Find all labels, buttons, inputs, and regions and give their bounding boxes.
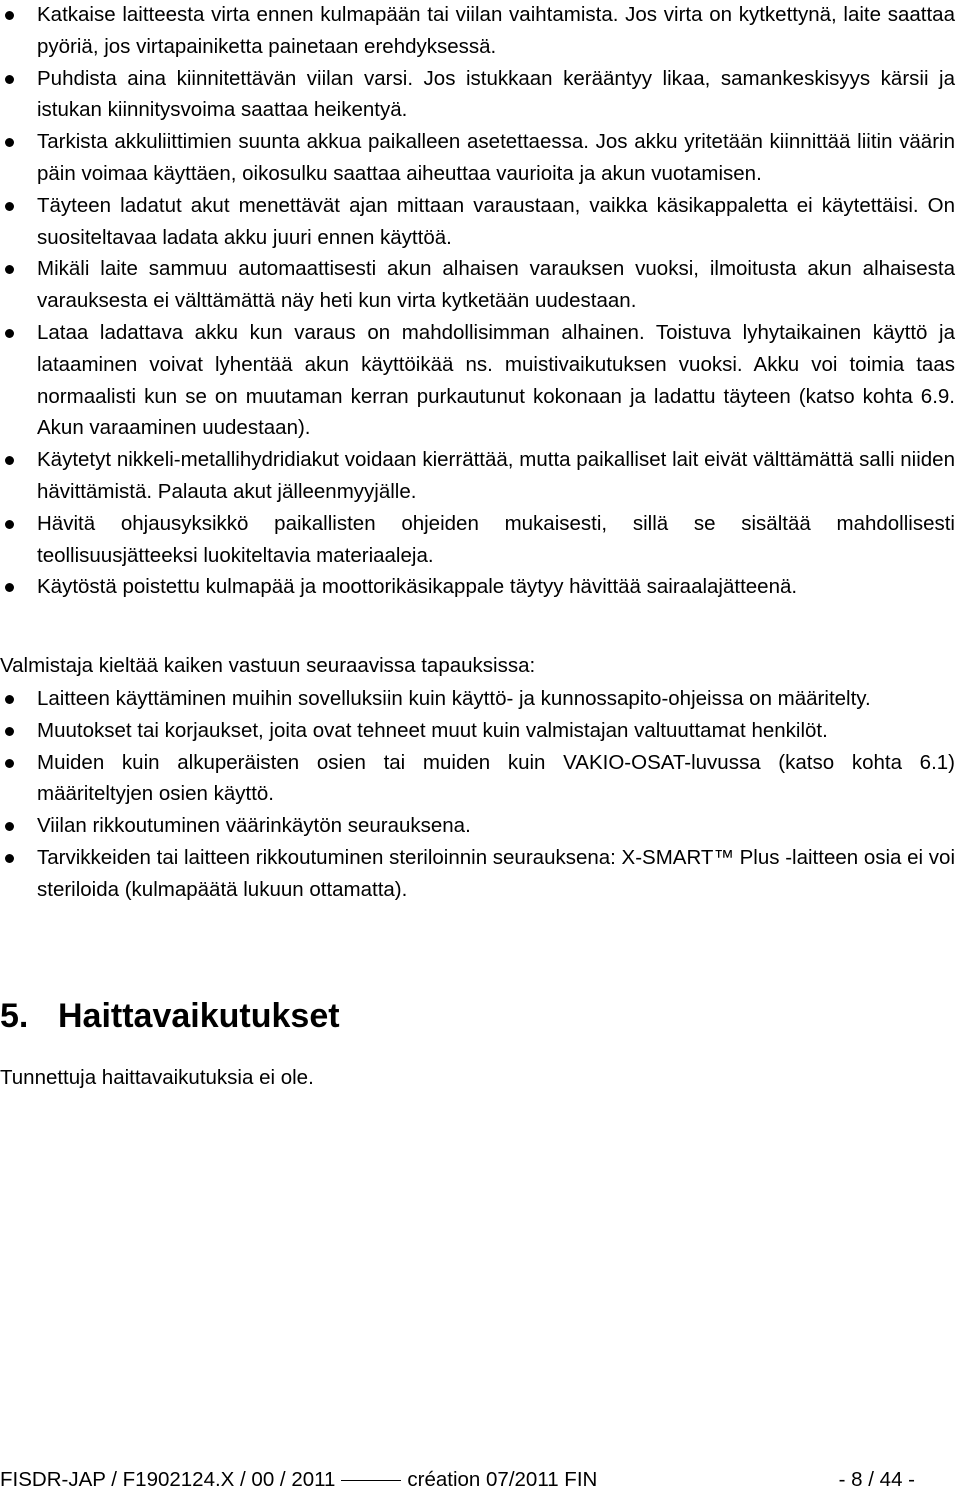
- bullet-icon: [5, 265, 14, 274]
- bullet-icon: [5, 11, 14, 20]
- bullet-icon: [5, 727, 14, 736]
- footer-rule: [341, 1480, 401, 1481]
- list-item: [0, 190, 955, 254]
- warnings-list: [0, 0, 955, 603]
- section-text: Tunnettuja haittavaikutuksia ei ole.: [0, 1066, 314, 1089]
- list-item: [0, 63, 955, 127]
- list-item: [0, 508, 955, 572]
- list-item-text: Tarkista akkuliittimien suunta akkua paikalleen asetettaessa. Jos akku yritetään kiinnittää liitin väärin päin voimaa käyttäen, oikosulku saattaa aiheuttaa vaurioita ja akun vuotamisen.: [37, 130, 955, 185]
- section-number: 5.: [0, 997, 29, 1035]
- bullet-icon: [5, 138, 14, 147]
- bullet-icon: [5, 520, 14, 529]
- bullet-icon: [5, 202, 14, 211]
- list-item-text: Muutokset tai korjaukset, joita ovat tehneet muut kuin valmistajan valtuuttamat henkilöt.: [37, 718, 828, 742]
- list-item: [0, 444, 955, 508]
- list-item: [0, 747, 955, 811]
- page-number: - 8 / 44 -: [838, 1468, 915, 1491]
- list-item: [0, 0, 955, 63]
- list-item-text: Käytöstä poistettu kulmapää ja moottorikäsikappale täytyy hävittää sairaalajätteenä.: [37, 575, 798, 599]
- list-item-text: Käytetyt nikkeli-metallihydridiakut voidaan kierrättää, mutta paikalliset lait eivät välttämättä salli niiden hävittämistä. Palauta akut jälleenmyyjälle.: [37, 448, 955, 503]
- footer-creation: création 07/2011 FIN: [407, 1468, 598, 1491]
- list-item: [0, 317, 955, 444]
- bullet-icon: [5, 75, 14, 84]
- list-item-text: Lataa ladattava akku kun varaus on mahdollisimman alhainen. Toistuva lyhytaikainen käyttö ja lataaminen voivat lyhentää akun käyttöikää ns. muistivaikutuksen vuoksi. Akku voi toimia taas normaalisti kun se on muutaman kerran purkautunut kokonaan ja ladattu täyteen (katso kohta 6.9. Akun varaaminen uudestaan).: [37, 320, 955, 440]
- list-item: [0, 810, 955, 842]
- list-item-text: Laitteen käyttäminen muihin sovelluksiin kuin käyttö- ja kunnossapito-ohjeissa on määritelty.: [37, 687, 871, 710]
- bullet-icon: [5, 329, 14, 338]
- list-item-text: Katkaise laitteesta virta ennen kulmapään tai viilan vaihtamista. Jos virta on kytkettynä, laite saattaa pyöriä, jos virtapainiketta painetaan erehdyksessä.: [37, 3, 955, 58]
- list-item-text: Hävitä ohjausyksikkö paikallisten ohjeiden mukaisesti, sillä se sisältää mahdollisesti teollisuusjätteeksi luokiteltavia materiaaleja.: [37, 511, 955, 567]
- list-item-text: Täyteen ladatut akut menettävät ajan mittaan varaustaan, vaikka käsikappaletta ei käytettäisi. On suositeltavaa ladata akku juuri ennen käyttöä.: [37, 193, 955, 249]
- section-heading: [0, 994, 340, 1038]
- list-item: [0, 842, 955, 906]
- list-item: [0, 253, 955, 317]
- bullet-icon: [5, 822, 14, 831]
- footer-doc-ref: FISDR-JAP / F1902124.X / 00 / 2011: [0, 1468, 336, 1491]
- list-item-text: Muiden kuin alkuperäisten osien tai muiden kuin VAKIO-OSAT-luvussa (katso kohta 6.1) määriteltyjen osien käyttö.: [37, 750, 955, 806]
- list-item: [0, 126, 955, 190]
- bullet-icon: [5, 456, 14, 465]
- list-item: [0, 715, 955, 747]
- list-item-text: Mikäli laite sammuu automaattisesti akun alhaisen varauksen vuoksi, ilmoitusta akun alhaisesta varauksesta ei välttämättä näy heti kun virta kytketään uudestaan.: [37, 257, 955, 313]
- liability-intro: Valmistaja kieltää kaiken vastuun seuraavissa tapauksissa:: [0, 654, 536, 677]
- list-item-text: Viilan rikkoutuminen väärinkäytön seurauksena.: [37, 814, 471, 838]
- list-item: [0, 571, 955, 603]
- liability-list: [0, 683, 955, 906]
- bullet-icon: [5, 695, 14, 704]
- footer-reference: [0, 1467, 597, 1493]
- section-title: Haittavaikutukset: [58, 997, 340, 1035]
- list-item-text: Puhdista aina kiinnitettävän viilan varsi. Jos istukkaan kerääntyy likaa, samankeskisyys kärsii ja istukan kiinnitysvoima saattaa heikentyä.: [37, 66, 955, 122]
- bullet-icon: [5, 759, 14, 768]
- bullet-icon: [5, 583, 14, 592]
- bullet-icon: [5, 854, 14, 863]
- list-item: [0, 683, 955, 715]
- list-item-text: Tarvikkeiden tai laitteen rikkoutuminen steriloinnin seurauksena: X-SMART™ Plus -laitteen osia ei voi steriloida (kulmapäätä lukuun ottamatta).: [37, 845, 955, 901]
